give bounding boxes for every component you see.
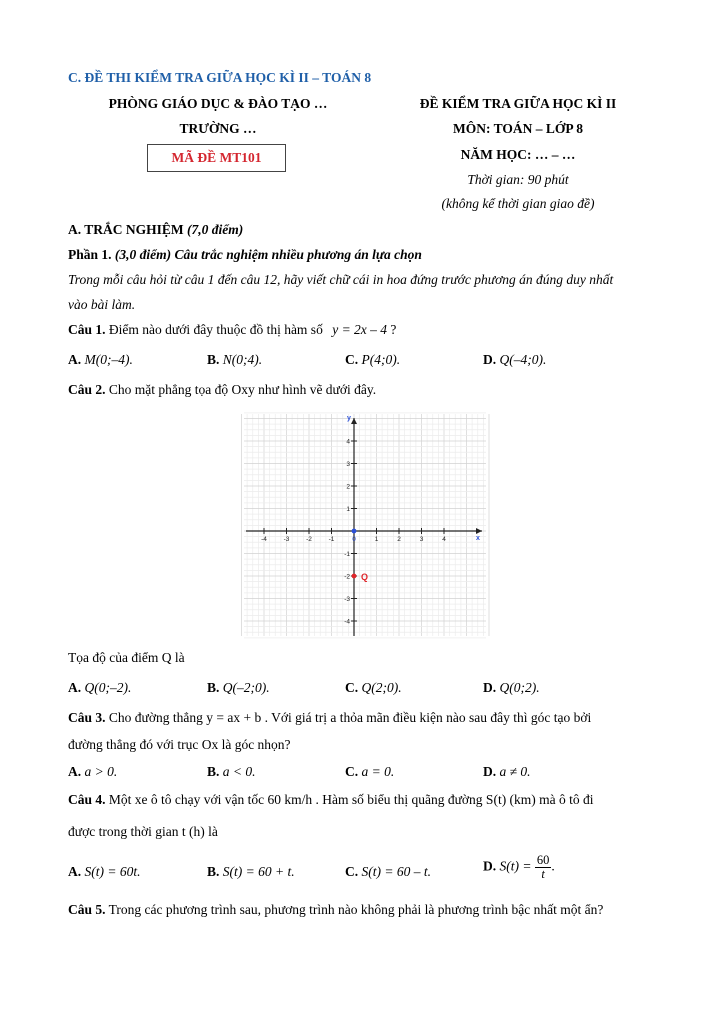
header-exam-name: ĐỀ KIỂM TRA GIỮA HỌC KÌ II: [419, 96, 617, 111]
q1-option-d: D. Q(–4;0).: [483, 352, 547, 367]
x-tick-label: 2: [397, 536, 401, 543]
document-title: C. ĐỀ THI KIỂM TRA GIỮA HỌC KÌ II – TOÁN 8: [68, 70, 372, 85]
y-tick-label: 1: [346, 506, 350, 513]
x-tick-label: -1: [328, 536, 335, 543]
q1-option-b: B. N(0;4).: [207, 352, 263, 367]
header-time: Thời gian: 90 phút: [467, 172, 569, 187]
y-tick-label: -4: [344, 618, 350, 626]
y-tick-label: -3: [344, 596, 350, 603]
origin-point: [352, 529, 357, 534]
x-tick-label: 1: [374, 536, 379, 543]
header-department: PHÒNG GIÁO DỤC & ĐÀO TẠO …: [108, 96, 328, 111]
instruction-line-1: Trong mỗi câu hỏi từ câu 1 đến câu 12, hãy viết chữ cái in hoa đứng trước phương án đúng duy nhất: [68, 272, 614, 287]
q1-option-a: A. M(0;–4).: [68, 352, 133, 367]
question-4-line-2: được trong thời gian t (h) là: [68, 824, 218, 839]
header-time-note: (không kể thời gian giao đề): [441, 196, 595, 211]
q3-option-d: D. a ≠ 0.: [483, 764, 531, 779]
q2-option-c: C. Q(2;0).: [345, 680, 402, 695]
part1-heading: Phần 1. (3,0 điểm) Câu trắc nghiệm nhiều phương án lựa chọn: [68, 247, 422, 262]
y-tick-label: -1: [344, 551, 350, 558]
x-tick-label: -2: [306, 536, 312, 543]
y-tick-label: 2: [346, 483, 350, 491]
point-label: Q: [361, 572, 369, 582]
q3-option-c: C. a = 0.: [345, 764, 395, 779]
question-4: Câu 4. Một xe ô tô chạy với vận tốc 60 km/h . Hàm số biểu thị quãng đường S(t) (km) mà ô tô đi: [68, 792, 594, 807]
header-school: TRƯỜNG …: [179, 121, 257, 136]
q4-option-b: B. S(t) = 60 + t.: [207, 864, 295, 879]
coordinate-plane: [240, 410, 490, 640]
header-subject: MÔN: TOÁN – LỚP 8: [452, 121, 583, 136]
q2-option-d: D. Q(0;2).: [483, 680, 540, 695]
instruction-line-2: vào bài làm.: [68, 297, 136, 312]
x-tick-label: -4: [261, 536, 267, 543]
x-tick-label: 4: [442, 536, 446, 543]
question-2: Câu 2. Cho mặt phẳng tọa độ Oxy như hình vẽ dưới đây.: [68, 382, 377, 397]
q4-option-a: A. S(t) = 60t.: [68, 864, 141, 879]
y-tick-label: 4: [346, 438, 350, 446]
x-axis-label: x: [476, 535, 480, 542]
exam-code-box: MÃ ĐỀ MT101: [147, 144, 286, 172]
section-a-heading: A. TRẮC NGHIỆM (7,0 điểm): [68, 222, 244, 237]
y-axis-label: y: [347, 415, 351, 422]
q3-option-a: A. a > 0.: [68, 764, 118, 779]
x-tick-label: 3: [419, 536, 424, 543]
point-q: [352, 574, 357, 579]
y-tick-label: 3: [346, 461, 350, 468]
q1-option-c: C. P(4;0).: [345, 352, 401, 367]
question-3-line-2: đường thẳng đó với trục Ox là góc nhọn?: [68, 737, 291, 752]
question-5: Câu 5. Trong các phương trình sau, phương trình nào không phải là phương trình bậc nhất một ẩn?: [68, 902, 604, 917]
y-axis-arrow: [351, 418, 357, 424]
q4-option-c: C. S(t) = 60 – t.: [345, 864, 431, 879]
x-tick-label: 0: [352, 536, 356, 543]
q4-option-d: D. S(t) = $\frac{60}{t}$ .: [483, 853, 555, 881]
question-3: Câu 3. Cho đường thẳng y = ax + b . Với giá trị a thỏa mãn điều kiện nào sau đây thì góc tạo bởi: [68, 710, 592, 725]
x-axis-arrow: [476, 528, 482, 534]
q2-option-a: A. Q(0;–2).: [68, 680, 132, 695]
x-tick-label: -3: [283, 536, 290, 543]
grid: [242, 413, 490, 638]
q2-question-text: Tọa độ của điểm Q là: [68, 650, 185, 665]
y-tick-label: -2: [344, 573, 350, 581]
header-school-year: NĂM HỌC: … – …: [460, 147, 576, 162]
fraction: $\frac{60}{t}$: [536, 853, 550, 881]
q3-option-b: B. a < 0.: [207, 764, 256, 779]
q2-option-b: B. Q(–2;0).: [207, 680, 270, 695]
question-1: Câu 1. Điểm nào dưới đây thuộc đồ thị hàm số y = 2x – 4 ?: [68, 322, 397, 337]
